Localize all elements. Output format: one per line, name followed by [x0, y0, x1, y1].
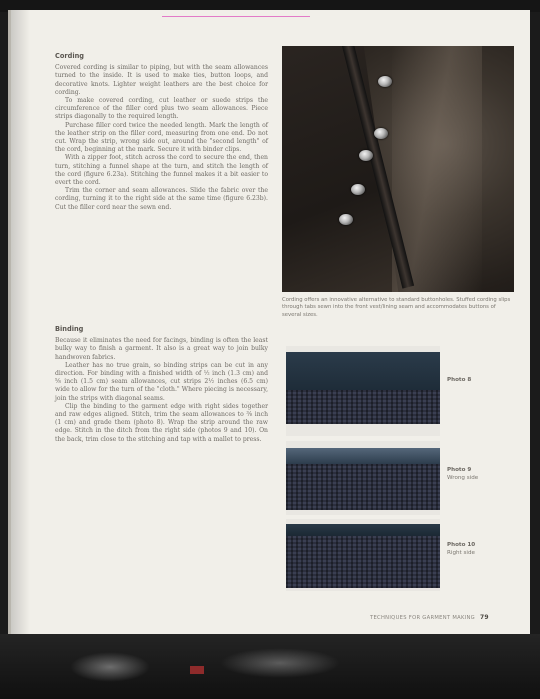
photo-8 [286, 346, 440, 436]
page-number: 79 [479, 614, 489, 621]
photo-9-label [447, 466, 478, 482]
binding-heading: Binding [55, 325, 84, 333]
page-footer [370, 614, 489, 621]
binding-section [55, 325, 268, 444]
cording-paragraph: Covered cording is similar to piping, but with the seam allowances turned to the inside. It is used to make ties, button loops, and decorative knots. Lighter weight leathers are the best choice for cording. [55, 64, 268, 96]
metal-button-icon [378, 76, 392, 87]
scan-bottom-border [0, 634, 540, 699]
metal-button-icon [351, 184, 365, 195]
metal-button-icon [374, 128, 388, 139]
binding-paragraph: Because it eliminates the need for facings, binding is often the least bulky way to finish a garment. It also is a great way to join bulky handwoven fabrics. [55, 337, 268, 361]
binding-paragraph: Leather has no true grain, so binding strips can be cut in any direction. For binding with a finished width of ½ inch (1.3 cm) and ⅝ inch (1.5 cm) seam allowances, cut strips 2½ inches (6.5 cm) wide to allow for the turn of the "cloth." Where piecing is necessary, join the strips with diagonal seams. [55, 361, 268, 402]
photo-number: Photo 10 [447, 542, 476, 548]
binding-paragraph: Clip the binding to the garment edge with right sides together and raw edges aligned. Stitch, trim the seam allowances to ⅜ inch (1 cm) and grade them (photo 8). Wrap the strip around the raw edge. Stitch in the ditch from the right side (photos 9 and 10). On the back, trim close to the stitching and tap with a mallet to press. [55, 402, 268, 443]
background-blur [220, 648, 340, 678]
background-blur [70, 652, 150, 682]
leather-binding-strip [286, 524, 440, 536]
metal-button-icon [339, 214, 353, 225]
metal-button-icon [359, 150, 373, 161]
cording-section [55, 52, 268, 212]
photo-10 [286, 519, 440, 591]
running-head: TECHNIQUES FOR GARMENT MAKING [370, 615, 475, 621]
handwoven-fabric [286, 536, 440, 588]
leather-vest-photo [282, 46, 514, 292]
photo-number: Photo 9 [447, 467, 472, 473]
leather-binding-strip [286, 448, 440, 464]
accent-rule [162, 16, 310, 17]
cording-heading: Cording [55, 52, 85, 60]
photo-subcaption: Wrong side [447, 475, 479, 481]
cording-paragraph: Trim the corner and seam allowances. Slide the fabric over the cording, turning it to the right side at the same time (figure 6.23b). Cut the filler cord near the sewn end. [55, 187, 268, 211]
handwoven-fabric [286, 464, 440, 510]
cording-paragraph: With a zipper foot, stitch across the cord to secure the end, then turn, stitching a funnel shape at the turn, and stitch the length of the cord (figure 6.23a). Stitching the funnel makes it a bit easier to evert the cord. [55, 154, 268, 187]
photo-10-label [447, 541, 475, 557]
cording-paragraph: Purchase filler cord twice the needed length. Mark the length of the leather strip on the filler cord, measuring from one end. Do not cut. Wrap the strip, wrong side out, around the "second length" of the cord, beginning at the mark. Secure it with binder clips. [55, 121, 268, 154]
photo-8-label [447, 376, 471, 384]
photo-caption: Cording offers an innovative alternative to standard buttonholes. Stuffed cording slips through tabs sewn into the front vest/lining seam and accommodates buttons of several sizes. [282, 297, 511, 318]
photo-9 [286, 441, 440, 515]
handwoven-fabric [286, 390, 440, 424]
background-object [190, 666, 204, 674]
photo-subcaption: Right side [447, 550, 475, 556]
gutter-shadow [8, 10, 30, 634]
photo-number: Photo 8 [447, 377, 472, 383]
cording-paragraph: To make covered cording, cut leather or suede strips the circumference of the filler cord plus two seam allowances. Piece strips diagonally to the required length. [55, 97, 268, 121]
